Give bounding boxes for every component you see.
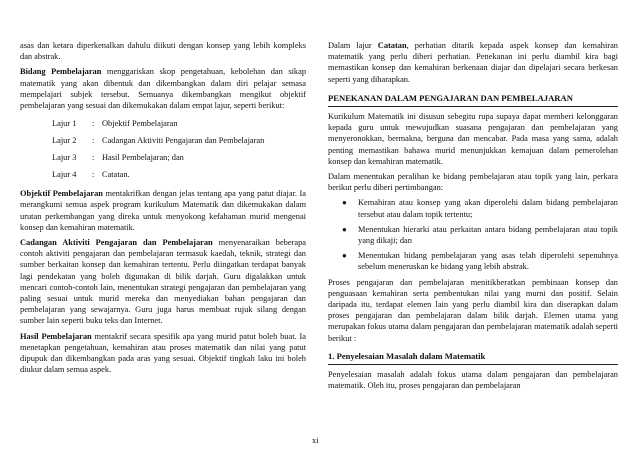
paragraph-kurikulum: Kurikulum Matematik ini disusun sebegitu rupa supaya dapat memberi kelonggaran kepada guru untuk mewujudkan suasana pengajaran dan pembelajaran yang menyeronokkan, bermakna, berguna dan mencabar. Pada masa yang sama, adalah penting memastikan bahawa murid menunjukkan kemajuan dalam pemerolehan konsep dan kemahiran matematik. (328, 112, 618, 166)
lajur-item (20, 132, 306, 149)
paragraph-objektif (20, 188, 306, 233)
lajur-text: Hasil Pembelajaran; dan (102, 153, 184, 163)
lajur-item (20, 115, 306, 132)
lajur-text: Objektif Pembelajaran (102, 119, 178, 129)
lajur-key: Lajur 4 (52, 170, 77, 180)
lajur-sep: : (92, 153, 95, 163)
bullet-text: Menentukan hierarki atau perkaitan antara bidang pembelajaran atau topik yang dikaji; dan (358, 224, 618, 246)
bullet-icon: ● (342, 224, 347, 234)
term-catatan: Catatan (377, 41, 407, 50)
paragraph-intro: asas dan ketara diperkenalkan dahulu diikuti dengan konsep yang lebih kompleks dan abstrak. (20, 41, 306, 62)
right-column (328, 40, 618, 395)
lajur-list (20, 115, 306, 183)
lajur-key: Lajur 2 (52, 136, 77, 146)
paragraph-text: menyenaraikan beberapa contoh aktiviti pengajaran dan pembelajaran termasuk kaedah, teknik, strategi dan sumber berkaitan konsep dan kemahiran tertentu. Perlu diingatkan terdapat banyak lagi pendekatan yang boleh digunakan di bilik darjah. Guru digalakkan untuk mencari contoh-contoh lain, menentukan strategi pengajaran dan pembelajaran yang paling sesuai untuk murid mereka dan menyediakan bahan pengajaran dan pembelajaran yang sewajarnya. Guru juga harus membuat rujuk silang dengan sumber lain seperti buku teks dan Internet. (20, 238, 306, 326)
paragraph-text: , perhatian ditarik kepada aspek konsep dan kemahiran matematik yang perlu diberi perhatian. Penekanan ini perlu diambil kira bagi memastikan konsep dan kemahiran berkenaan diajar dan dipelajari secara berkesan seperti yang diharapkan. (328, 41, 618, 84)
paragraph-text: menggariskan skop pengetahuan, kebolehan dan sikap matematik yang akan dibentuk dan dikembangkan dalam diri pelajar semasa mempelajari subjek tersebut. Semuanya dikembangkan mengikut objektif pembelajaran yang sesuai dan dikemukakan dalam empat lajur, seperti berikut: (20, 67, 307, 111)
term-cadangan-aktiviti: Cadangan Aktiviti Pengajaran dan Pembelajaran (20, 238, 213, 248)
term-bidang-pembelajaran: Bidang Pembelajaran (20, 67, 102, 77)
lajur-sep: : (92, 170, 95, 180)
paragraph-penyelesaian: Penyelesaian masalah adalah fokus utama dalam pengajaran dan pembelajaran matematik. Oleh itu, proses pengajaran dan pembelajaran (328, 370, 618, 391)
lajur-item (20, 166, 306, 183)
lajur-key: Lajur 3 (52, 153, 77, 163)
bullet-text: Kemahiran atau konsep yang akan diperolehi dalam bidang pembelajaran tersebut atau dalam topik tertentu; (358, 198, 618, 219)
lajur-text: Cadangan Aktiviti Pengajaran dan Pembelajaran (102, 136, 265, 146)
lajur-key: Lajur 1 (52, 119, 77, 129)
paragraph-text: mentakrifkan dengan jelas tentang apa yang patut diajar. Ia merangkumi semua aspek program kurikulum Matematik dan dikemukakan dalam urutan perkembangan yang direka untuk menyokong kefahaman murid mengenai konsep dan kemahiran matematik. (20, 189, 306, 232)
lajur-sep: : (92, 119, 95, 129)
paragraph-bidang-pembelajaran (20, 66, 306, 111)
section-heading: PENEKANAN DALAM PENGAJARAN DAN PEMBELAJARAN (328, 93, 618, 107)
paragraph-hasil (20, 331, 306, 376)
lajur-text: Catatan. (102, 170, 130, 180)
bullet-text: Menentukan bidang pembelajaran yang asas telah diperolehi sepenuhnya sebelum meneruskan ke bidang yang lebih abstrak. (358, 251, 618, 272)
term-objektif-pembelajaran: Objektif Pembelajaran (20, 189, 103, 199)
paragraph-cadangan (20, 237, 306, 327)
paragraph-text: Dalam lajur (328, 41, 378, 50)
subsection-heading: 1. Penyelesaian Masalah dalam Matematik (328, 351, 618, 365)
left-column (20, 40, 306, 379)
term-hasil-pembelajaran: Hasil Pembelajaran (20, 331, 92, 341)
paragraph-peralihan: Dalam menentukan peralihan ke bidang pembelajaran atau topik yang lain, perkara berikut perlu diberi pertimbangan: (328, 172, 618, 193)
bullet-item (328, 224, 618, 246)
bullet-item (328, 197, 618, 219)
bullet-icon: ● (342, 251, 347, 261)
page-number: xi (312, 436, 319, 445)
bullet-icon: ● (342, 198, 347, 208)
paragraph-catatan (328, 40, 618, 85)
lajur-item (20, 149, 306, 166)
paragraph-proses: Proses pengajaran dan pembelajaran menitikberatkan pembinaan konsep dan penguasaan kemahiran serta pembentukan nilai yang murni dan positif. Selain daripada itu, terdapat elemen lain yang perlu diambil kira dan diserapkan dalam proses pengajaran dan pembelajaran dalam bilik darjah. Elemen utama yang merupakan fokus utama dalam pengajaran dan pembelajaran matematik adalah seperti berikut : (328, 277, 618, 343)
paragraph-text: mentakrif secara spesifik apa yang murid patut boleh buat. Ia menetapkan pengetahuan, kemahiran atau proses matematik dan nilai yang patut dipupuk dan dikembangkan pada aras yang sesuai. Objektif tingkah laku ini boleh diukur dalam semua aspek. (20, 331, 306, 375)
bullet-item (328, 250, 618, 272)
lajur-sep: : (92, 136, 95, 146)
